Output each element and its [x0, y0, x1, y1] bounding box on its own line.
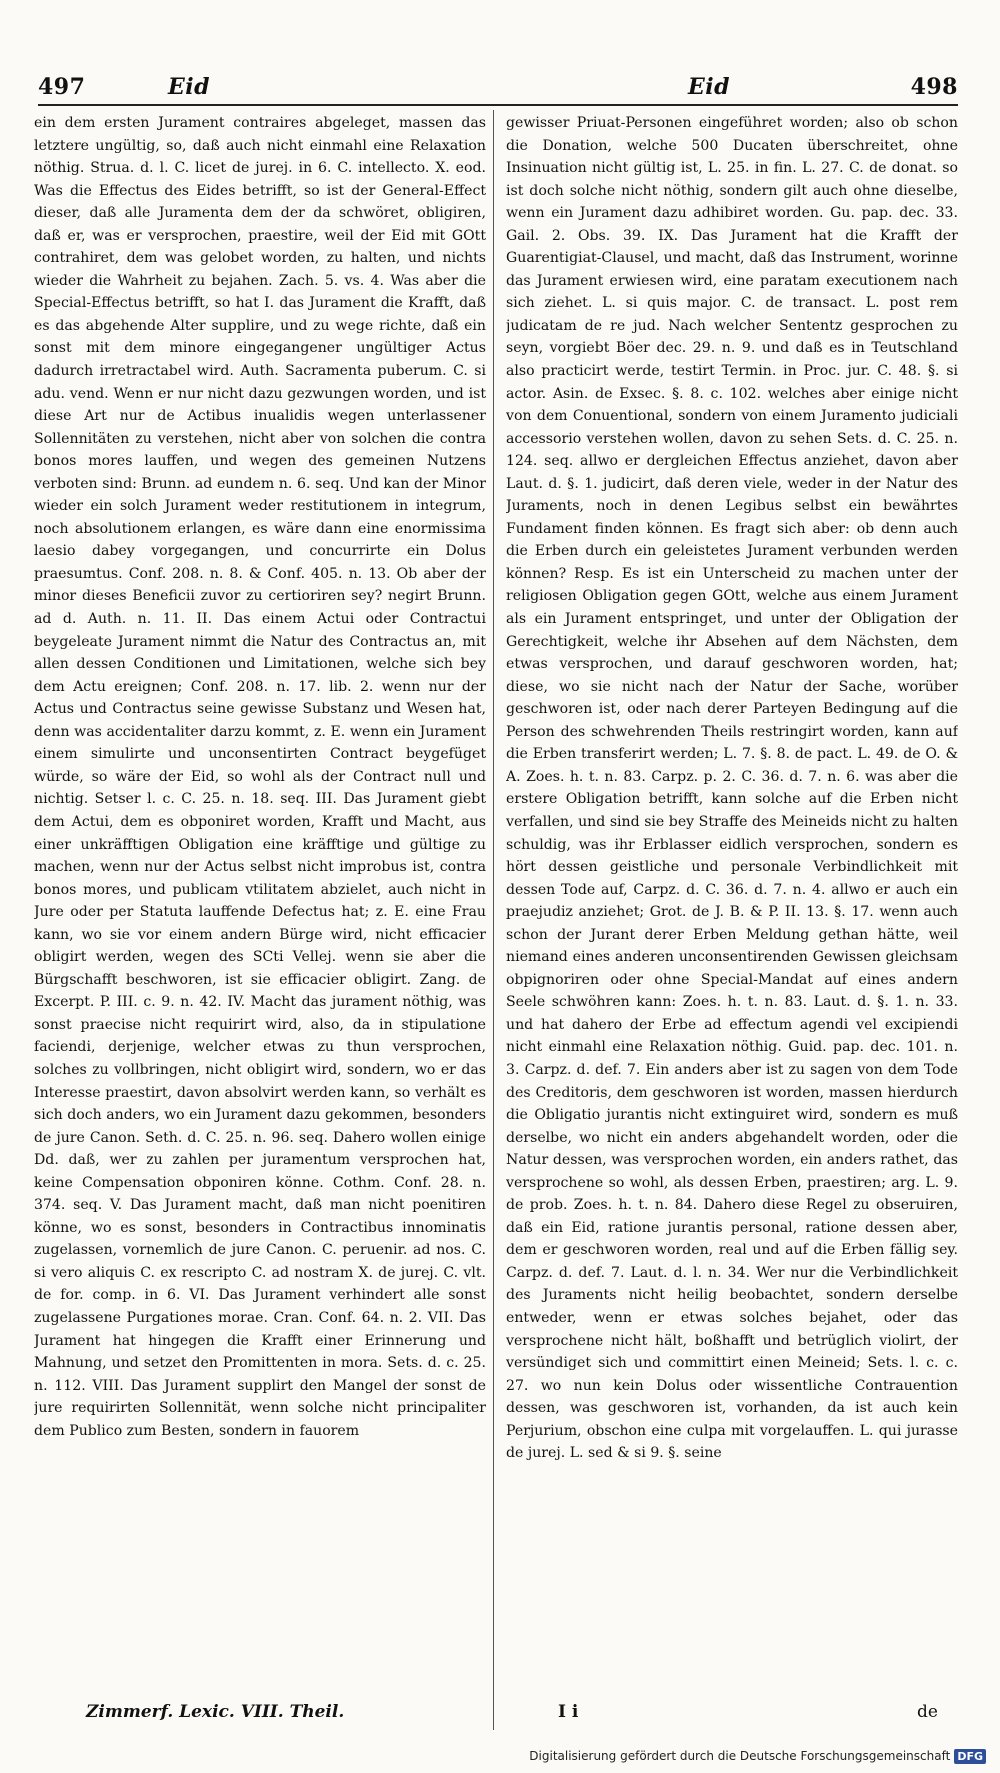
- running-header: [38, 74, 958, 114]
- catchword: de: [917, 1702, 938, 1722]
- sheet-mark: I i: [558, 1702, 579, 1722]
- page-number-left: 497: [38, 74, 86, 100]
- signature-line: Zimmerf. Lexic. VIII. Theil.: [86, 1702, 345, 1722]
- column-divider: [493, 110, 494, 1730]
- header-word-left: Eid: [168, 74, 211, 100]
- dfg-logo-icon: DFG: [954, 1749, 986, 1764]
- right-column-text: gewisser Priuat-Personen eingeführet worden; also ob schon die Donation, welche 500 Ducaten überschreitet, ohne Insinuation nicht gültig ist, L. 25. in fin. L. 27. C. de donat. so ist doch solche nicht nöthig, sondern gilt auch ohne dieselbe, wenn ein Jurament dazu adhibiret worden. Gu. pap. dec. 33. Gail. 2. Obs. 39. IX. Das Jurament hat die Krafft der Guarentigiat-Clausel, und macht, daß das Instrument, worinne das Jurament erwiesen wird, eine paratam executionem nach sich ziehet. L. si quis major. C. de transact. L. post rem judicatam de re jud. Nach welcher Sententz gesprochen zu seyn, vorgiebt Böer dec. 29. n. 9. und daß es in Teutschland also practicirt werde, testirt Termin. in Proc. jur. C. 48. §. si actor. Asin. de Exsec. §. 8. c. 102. welches aber einige nicht von dem Conuentional, sondern von einem Juramento judiciali accessorio verstehen wollen, davon zu sehen Sets. d. C. 25. n. 124. seq. allwo er dergleichen Effectus anziehet, davon aber Laut. d. §. 1. judicirt, daß deren viele, weder in der Natur des Juraments, noch in denen Legibus selbst ein bewährtes Fundament finden können. Es fragt sich aber: ob denn auch die Erben durch ein geleistetes Jurament verbunden werden können? Resp. Es ist ein Unterscheid zu machen unter der religiosen Obligation gegen GOtt, welche aus einem Jurament als ein Jurament entspringet, und unter der Obligation der Gerechtigkeit, welche ihr Absehen auf dem Nächsten, dem etwas versprochen, und darauf geschworen worden, hat; diese, wo sie nicht nach der Natur der Sache, worüber geschworen ist, oder nach derer Parteyen Bedingung auf die Person des schwehrenden Theils restringirt worden, kann auf die Erben transferirt werden; L. 7. §. 8. de pact. L. 49. de O. & A. Zoes. h. t. n. 83. Carpz. p. 2. C. 36. d. 7. n. 6. was aber die erstere Obligation betrifft, kann solche auf die Erben nicht verfallen, und sind sie bey Straffe des Meineids nicht zu halten schuldig, was ihr Erblasser eidlich versprochen, sondern es hört dessen geistliche und personale Verbindlichkeit mit dessen Tode auf, Carpz. d. C. 36. d. 7. n. 4. allwo er auch ein praejudiz anziehet; Grot. de J. B. & P. II. 13. §. 17. wenn auch schon der Jurant derer Erben Meldung gethan hätte, weil niemand eines anderen unconsentirenden Gewissen gleichsam obpignoriren oder ohne Special-Mandat auf eines andern Seele schwöhren kann: Zoes. h. t. n. 83. Laut. d. §. 1. n. 33. und hat dahero der Erbe ad effectum agendi vel excipiendi nicht einmahl eine Relaxation nöthig. Guid. pap. dec. 101. n. 3. Carpz. d. def. 7. Ein anders aber ist zu sagen von dem Tode des Creditoris, dem geschworen ist worden, massen hierdurch die Obligatio jurantis nicht extinguiret wird, sondern es muß derselbe, wo nicht ein anders abgehandelt worden, oder die Natur dessen, was versprochen worden, ein anders rathet, das versprochene so wohl, als dessen Erben, praestiren; arg. L. 9. de prob. Zoes. h. t. n. 84. Dahero diese Regel zu obseruiren, daß ein Eid, ratione jurantis personal, ratione dessen aber, dem er geschworen worden, real und auf die Erben fällig sey. Carpz. d. def. 7. Laut. d. l. n. 34. Wer nur die Verbindlichkeit des Juraments nicht heilig beobachtet, sondern derselbe entweder, wenn er etwas solches bejahet, oder das versprochene nicht hält, boßhafft und betrüglich violirt, der versündiget sich und committirt einen Meineid; Sets. l. c. c. 27. wo nun kein Dolus oder wissentliche Contrauention dessen, was geschworen ist, vorhanden, da ist auch kein Perjurium, obschon eine culpa mit vorgelauffen. L. qui jurasse de jurej. L. sed & si 9. §. seine: [506, 115, 958, 1462]
- page-footer: [38, 1702, 958, 1732]
- credit-text: Digitalisierung gefördert durch die Deutsche Forschungsgemeinschaft: [529, 1749, 951, 1763]
- header-word-right: Eid: [688, 74, 731, 100]
- digitization-credit: [529, 1746, 986, 1766]
- page-number-right: 498: [910, 74, 958, 100]
- left-column-text: ein dem ersten Jurament contraires abgeleget, massen das letztere ungültig, so, daß auch nicht einmahl eine Relaxation nöthig. Strua. d. l. C. licet de jurej. in 6. C. intellecto. X. eod. Was die Effectus des Eides betrifft, so ist der General-Effect dieser, daß alle Juramenta dem der da schwöret, obligiren, daß er, was er versprochen, praestire, weil der Eid mit GOtt contrahiret, dem was gelobet worden, zu halten, und nichts wieder die Wahrheit zu bejahen. Zach. 5. vs. 4. Was aber die Special-Effectus betrifft, so hat I. das Jurament die Krafft, daß es das abgehende Alter supplire, und zu wege richte, daß ein sonst mit dem minore eingegangener ungültiger Actus dadurch irretractabel wird. Auth. Sacramenta puberum. C. si adu. vend. Wenn er nur nicht dazu gezwungen worden, und ist diese Art nur de Actibus inualidis wegen unterlassener Sollennitäten zu verstehen, nicht aber von solchen die contra bonos mores lauffen, und wegen des gemeinen Nutzens verboten sind: Brunn. ad eundem n. 6. seq. Und kan der Minor wieder ein solch Jurament weder restitutionem in integrum, noch absolutionem erlangen, es wäre dann eine enormissima laesio dabey vorgegangen, und concurrirte ein Dolus praesumtus. Conf. 208. n. 8. & Conf. 405. n. 13. Ob aber der minor dieses Beneficii zuvor zu certioriren sey? negirt Brunn. ad d. Auth. n. 11. II. Das einem Actui oder Contractui beygeleate Jurament nimmt die Natur des Contractus an, mit allen dessen Conditionen und Limitationen, welche sich bey dem Actu ereignen; Conf. 208. n. 17. lib. 2. wenn nur der Actus und Contractus seine gewisse Substanz und Wesen hat, denn was accidentaliter darzu kommt, z. E. wenn ein Jurament einem simulirte und unconsentirten Contract beygefüget würde, so wäre der Eid, so wohl als der Contract null und nichtig. Setser l. c. C. 25. n. 18. seq. III. Das Jurament giebt dem Actui, dem es obponiret worden, Krafft und Macht, aus einer unkräfftigen Obligation eine kräfftige und gültige zu machen, wenn nur der Actus selbst nicht improbus ist, contra bonos mores, und publicam vtilitatem abzielet, auch nicht in Jure oder per Statuta lauffende Defectus hat; z. E. eine Frau kann, wo sie vor einem andern Bürge wird, nicht efficacier obligirt werden, wegen des SCti Vellej. wenn sie aber die Bürgschafft beschworen, ist sie efficacier obligirt. Zang. de Excerpt. P. III. c. 9. n. 42. IV. Macht das jurament nöthig, was sonst praecise nicht requirirt wird, also, da in stipulatione faciendi, derjenige, welcher etwas zu thun versprochen, solches zu vollbringen, nicht obligirt wird, sondern, wo er das Interesse praestirt, davon absolvirt werden kann, so verhält es sich doch anders, wo ein Jurament dazu gekommen, besonders de jure Canon. Seth. d. C. 25. n. 96. seq. Dahero wollen einige Dd. daß, wer zu zahlen per juramentum versprochen hat, keine Compensation obponiren könne. Cothm. Conf. 28. n. 374. seq. V. Das Jurament macht, daß man nicht poenitiren könne, wo es sonst, besonders in Contractibus innominatis zugelassen, vornemlich de jure Canon. C. peruenir. ad nos. C. si vero aliquis C. ex rescripto C. ad nostram X. de jurej. C. vlt. de for. comp. in 6. VI. Das Jurament verhindert alle sonst zugelassene Purgationes morae. Cran. Conf. 64. n. 2. VII. Das Jurament hat hingegen die Krafft einer Erinnerung und Mahnung, und setzet den Promittenten in mora. Sets. d. c. 25. n. 112. VIII. Das Jurament supplirt den Mangel der sonst de jure requirirten Sollennität, wenn solche nicht principaliter dem Publico zum Besten, sondern in fauorem: [34, 115, 486, 1439]
- header-rule: [38, 104, 958, 106]
